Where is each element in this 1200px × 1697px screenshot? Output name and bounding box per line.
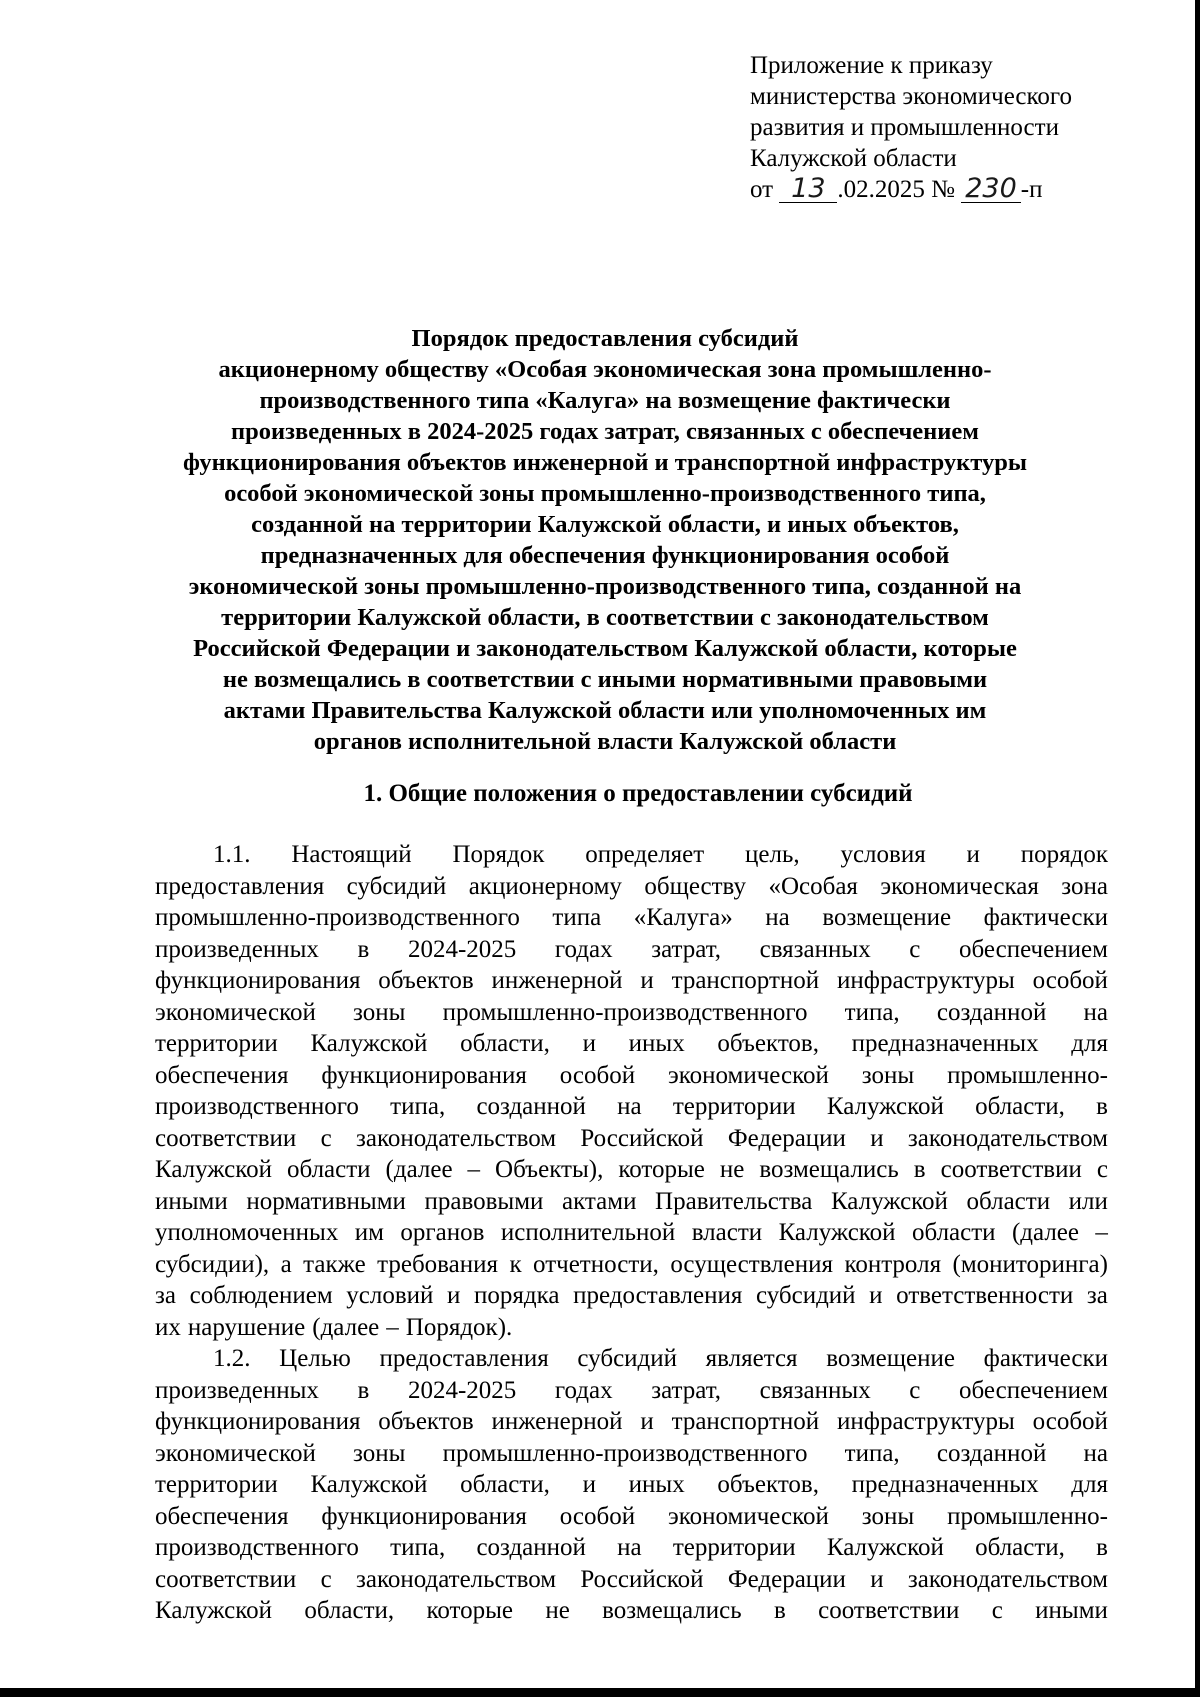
word: для: [1071, 1030, 1108, 1057]
word: типа,: [390, 1093, 446, 1120]
body-line: [155, 1406, 1108, 1438]
word: созданной: [936, 998, 1047, 1026]
word: производственного: [155, 1534, 359, 1561]
body-line: [155, 1343, 1108, 1375]
body-line: [155, 1186, 1108, 1218]
body-line: [155, 1312, 1108, 1344]
word: предоставления: [573, 1282, 743, 1309]
word: с: [909, 1376, 921, 1404]
word: в: [1096, 1534, 1108, 1561]
word: промышленно-производственного: [442, 1439, 808, 1467]
word: в: [357, 1376, 370, 1404]
word: на: [1083, 1439, 1108, 1467]
word: цель,: [745, 841, 800, 868]
word: 1.2.: [213, 1345, 251, 1372]
word: на: [1083, 998, 1108, 1026]
word: Калужской: [155, 1156, 272, 1183]
word: субсидий: [755, 1282, 856, 1309]
word: зоны: [861, 1502, 915, 1530]
word: с: [320, 1124, 332, 1152]
body-line: [155, 1123, 1108, 1155]
word: Калужской: [830, 1187, 948, 1215]
body-line: [155, 934, 1108, 966]
word: фактически: [983, 904, 1108, 931]
word: (мониторинга): [952, 1250, 1108, 1278]
word: фактически: [983, 1345, 1108, 1372]
word: типа,: [844, 998, 900, 1026]
word: субсидии),: [155, 1250, 270, 1278]
title-line: особой экономической зоны промышленно-производственного типа,: [224, 480, 986, 507]
title-line: произведенных в 2024-2025 годах затрат, связанных с обеспечением: [231, 418, 979, 445]
body-line: [155, 839, 1108, 871]
body-line: [155, 1280, 1108, 1312]
body-line: [155, 1469, 1108, 1501]
word: и: [870, 1124, 884, 1152]
word: произведенных: [155, 1376, 319, 1404]
word: соответствии: [155, 1124, 297, 1152]
title-line: Российской Федерации и законодательством Калужской области, которые: [193, 635, 1017, 662]
word: особой: [559, 1502, 636, 1530]
title-line: не возмещались в соответствии с иными нормативными правовыми: [222, 666, 988, 693]
word: (далее: [385, 1156, 453, 1183]
word: на: [765, 904, 790, 931]
date-prefix: от: [750, 176, 774, 203]
word: контроля: [844, 1250, 942, 1278]
word: требования: [377, 1250, 498, 1278]
body-line: [155, 997, 1108, 1029]
word: им: [354, 1219, 384, 1246]
word: –: [386, 1313, 399, 1341]
word: области,: [975, 1093, 1065, 1120]
word: «Особая: [768, 872, 858, 900]
word: типа,: [844, 1439, 900, 1467]
word: с: [909, 935, 921, 963]
title-line: производственного типа «Калуга» на возмещение фактически: [259, 387, 951, 414]
handwritten-order-number: 230: [961, 175, 1021, 203]
word: «Калуга»: [633, 904, 733, 931]
word: предназначенных: [851, 1471, 1039, 1498]
word: осуществления: [670, 1250, 833, 1278]
body-line: [155, 965, 1108, 997]
word: законодательством: [355, 1124, 557, 1152]
body-line: [155, 871, 1108, 903]
word: и: [640, 967, 654, 994]
body-line: [155, 1154, 1108, 1186]
word: законодательством: [907, 1124, 1108, 1152]
word: Порядок).: [405, 1313, 513, 1341]
word: соблюдением: [189, 1282, 333, 1309]
word: в: [913, 1156, 926, 1183]
word: законодательством: [355, 1565, 557, 1593]
word: и: [966, 841, 980, 868]
word: за: [155, 1282, 176, 1309]
word: инженерной: [491, 1408, 623, 1435]
word: обеспечением: [959, 935, 1108, 963]
word: не: [545, 1597, 570, 1624]
date-rest: .02.2025 №: [837, 176, 955, 203]
word: (далее: [1011, 1219, 1079, 1246]
word: функционирования: [155, 1408, 361, 1435]
word: возмещение: [826, 1345, 955, 1372]
word: возмещались: [759, 1156, 899, 1183]
word: обществу: [644, 872, 747, 900]
word: на: [617, 1534, 642, 1561]
word: обеспечения: [155, 1502, 289, 1530]
body-line: [155, 902, 1108, 934]
word: иными: [155, 1187, 228, 1215]
word: функционирования: [155, 967, 361, 994]
word: области,: [975, 1534, 1065, 1561]
annex-line-2: министерства экономического: [750, 83, 1073, 110]
word: Объекты),: [495, 1156, 604, 1183]
word: Российской: [580, 1124, 704, 1152]
word: порядка: [474, 1282, 560, 1309]
word: исполнительной: [500, 1219, 676, 1246]
word: за: [1086, 1282, 1108, 1309]
title-line: экономической зоны промышленно-производственного типа, созданной на: [188, 573, 1022, 600]
word: –: [467, 1156, 481, 1183]
body-line: [155, 1375, 1108, 1407]
word: типа: [552, 904, 602, 931]
word: органов: [400, 1219, 485, 1246]
title-line: Порядок предоставления субсидий: [411, 325, 799, 352]
word: зона: [1061, 872, 1108, 900]
paragraph-1-2: [155, 1343, 1108, 1627]
word: законодательством: [907, 1565, 1108, 1593]
word: обеспечением: [959, 1376, 1108, 1404]
word: субсидий: [577, 1345, 678, 1372]
word: созданной: [476, 1093, 586, 1120]
word: и: [582, 1471, 596, 1498]
word: не: [719, 1156, 745, 1183]
word: с: [991, 1597, 1003, 1624]
word: созданной: [936, 1439, 1047, 1467]
scan-edge-right: [1195, 0, 1200, 1697]
word: инфраструктуры: [836, 967, 1015, 994]
word: Российской: [580, 1565, 704, 1593]
body-line: [155, 1028, 1108, 1060]
word: экономическая: [880, 872, 1039, 900]
word: транспортной: [671, 967, 820, 994]
word: 2024-2025: [407, 1376, 517, 1404]
word: инженерной: [491, 967, 623, 994]
word: инфраструктуры: [836, 1408, 1015, 1435]
word: промышленно-: [947, 1061, 1108, 1089]
word: экономической: [667, 1061, 829, 1089]
word: порядок: [1020, 841, 1108, 868]
word: соответствии: [940, 1156, 1082, 1183]
word: экономической: [155, 998, 316, 1026]
word: 2024-2025: [407, 935, 517, 963]
word: ответственности: [896, 1282, 1074, 1309]
body-line: [155, 1532, 1108, 1564]
word: Калужской: [310, 1030, 428, 1057]
annex-header: [750, 50, 1170, 205]
word: Порядок: [452, 841, 545, 868]
word: территории: [155, 1030, 278, 1057]
word: с: [1096, 1156, 1108, 1183]
word: соответствии: [155, 1565, 297, 1593]
word: Калужской: [155, 1597, 272, 1624]
paragraph-1-1: [155, 839, 1108, 1343]
word: объектов: [378, 967, 474, 994]
annex-line-1: Приложение к приказу: [750, 52, 993, 79]
word: и: [869, 1282, 883, 1309]
word: области,: [304, 1597, 395, 1624]
word: в: [773, 1597, 786, 1624]
annex-line-3: развития и промышленности: [750, 114, 1059, 141]
title-line: предназначенных для обеспечения функционирования особой: [260, 542, 950, 569]
word: Федерации: [727, 1565, 846, 1593]
word: функционирования: [321, 1502, 527, 1530]
title-line: созданной на территории Калужской области, и иных объектов,: [251, 511, 959, 538]
word: Калужской: [778, 1219, 896, 1246]
word: территории: [672, 1093, 796, 1120]
body-line: [155, 1091, 1108, 1123]
body-line: [155, 1501, 1108, 1533]
word: в: [357, 935, 370, 963]
word: созданной: [476, 1534, 586, 1561]
word: области: [911, 1219, 996, 1246]
word: возмещение: [822, 904, 952, 931]
title-line: акционерному обществу «Особая экономическая зона промышленно-: [218, 356, 992, 383]
word: определяет: [585, 841, 705, 868]
word: и: [582, 1030, 596, 1057]
word: или: [1068, 1187, 1108, 1215]
word: типа,: [390, 1534, 446, 1561]
word: акционерному: [468, 872, 622, 900]
title-line: функционирования объектов инженерной и транспортной инфраструктуры: [183, 449, 1027, 476]
word: зоны: [353, 998, 406, 1026]
word: предоставления: [155, 872, 325, 900]
word: связанных: [759, 935, 871, 963]
word: правовыми: [424, 1187, 544, 1215]
handwritten-day: 13: [779, 175, 837, 203]
word: объектов: [378, 1408, 474, 1435]
word: области,: [460, 1471, 550, 1498]
body-text: [155, 839, 1108, 1627]
word: экономической: [667, 1502, 829, 1530]
word: зоны: [861, 1061, 915, 1089]
word: также: [303, 1250, 366, 1278]
word: нарушение: [187, 1313, 306, 1341]
word: с: [320, 1565, 332, 1593]
word: объектов,: [717, 1471, 819, 1498]
word: является: [705, 1345, 798, 1372]
word: затрат,: [651, 1376, 721, 1404]
word: Федерации: [727, 1124, 846, 1152]
word: транспортной: [671, 1408, 820, 1435]
word: соответствии: [818, 1597, 960, 1624]
word: а: [280, 1250, 292, 1278]
body-line: [155, 1249, 1108, 1281]
word: и: [640, 1408, 654, 1435]
word: на: [617, 1093, 642, 1120]
word: Целью: [279, 1345, 351, 1372]
body-line: [155, 1060, 1108, 1092]
word: экономической: [155, 1439, 316, 1467]
title-line: территории Калужской области, в соответствии с законодательством: [221, 604, 989, 631]
word: иных: [628, 1030, 685, 1057]
word: в: [1096, 1093, 1108, 1120]
word: зоны: [353, 1439, 406, 1467]
annex-date-line: [750, 174, 1170, 205]
scan-edge-bottom: [0, 1688, 1200, 1697]
word: актами: [562, 1187, 637, 1215]
word: –: [1095, 1219, 1108, 1246]
word: функционирования: [321, 1061, 527, 1089]
word: субсидий: [346, 872, 447, 900]
word: которые: [426, 1597, 514, 1624]
word: области,: [460, 1030, 550, 1057]
word: производственного: [155, 1093, 359, 1120]
word: Калужской: [310, 1471, 428, 1498]
word: области: [966, 1187, 1051, 1215]
word: иных: [628, 1471, 685, 1498]
word: территории: [155, 1471, 278, 1498]
body-line: [155, 1217, 1108, 1249]
word: промышленно-производственного: [442, 998, 808, 1026]
word: (далее: [312, 1313, 380, 1341]
word: отчетности,: [533, 1250, 659, 1278]
word: уполномоченных: [155, 1219, 339, 1246]
word: условия: [840, 841, 926, 868]
word: области: [286, 1156, 371, 1183]
word: особой: [1032, 1408, 1108, 1435]
word: Калужской: [826, 1534, 944, 1561]
word: 1.1.: [213, 841, 251, 868]
word: условий: [346, 1282, 434, 1309]
word: промышленно-производственного: [155, 904, 520, 931]
word: обеспечения: [155, 1061, 289, 1089]
order-suffix: -п: [1020, 176, 1043, 203]
word: Калужской: [826, 1093, 944, 1120]
word: связанных: [759, 1376, 871, 1404]
word: Настоящий: [291, 841, 412, 868]
body-line: [155, 1438, 1108, 1470]
word: промышленно-: [947, 1502, 1108, 1530]
word: годах: [554, 1376, 613, 1404]
word: власти: [691, 1219, 763, 1246]
body-line: [155, 1564, 1108, 1596]
word: Правительства: [655, 1187, 813, 1215]
annex-line-4: Калужской области: [750, 145, 957, 172]
word: годах: [554, 935, 613, 963]
word: объектов,: [717, 1030, 819, 1057]
body-line: [155, 1595, 1108, 1627]
document-title: [155, 323, 1055, 757]
title-line: органов исполнительной власти Калужской области: [313, 728, 897, 755]
title-line: актами Правительства Калужской области или уполномоченных им: [223, 697, 987, 724]
word: иными: [1035, 1597, 1108, 1624]
word: которые: [618, 1156, 705, 1183]
word: особой: [1032, 967, 1108, 994]
section-heading: 1. Общие положения о предоставлении субсидий: [363, 780, 913, 807]
word: к: [509, 1250, 522, 1278]
word: произведенных: [155, 935, 319, 963]
word: территории: [672, 1534, 796, 1561]
word: их: [155, 1313, 181, 1341]
word: особой: [559, 1061, 636, 1089]
word: для: [1071, 1471, 1108, 1498]
word: и: [447, 1282, 461, 1309]
word: затрат,: [651, 935, 721, 963]
word: возмещались: [602, 1597, 742, 1624]
word: предоставления: [379, 1345, 549, 1372]
word: нормативными: [246, 1187, 406, 1215]
word: и: [870, 1565, 884, 1593]
word: предназначенных: [851, 1030, 1039, 1057]
